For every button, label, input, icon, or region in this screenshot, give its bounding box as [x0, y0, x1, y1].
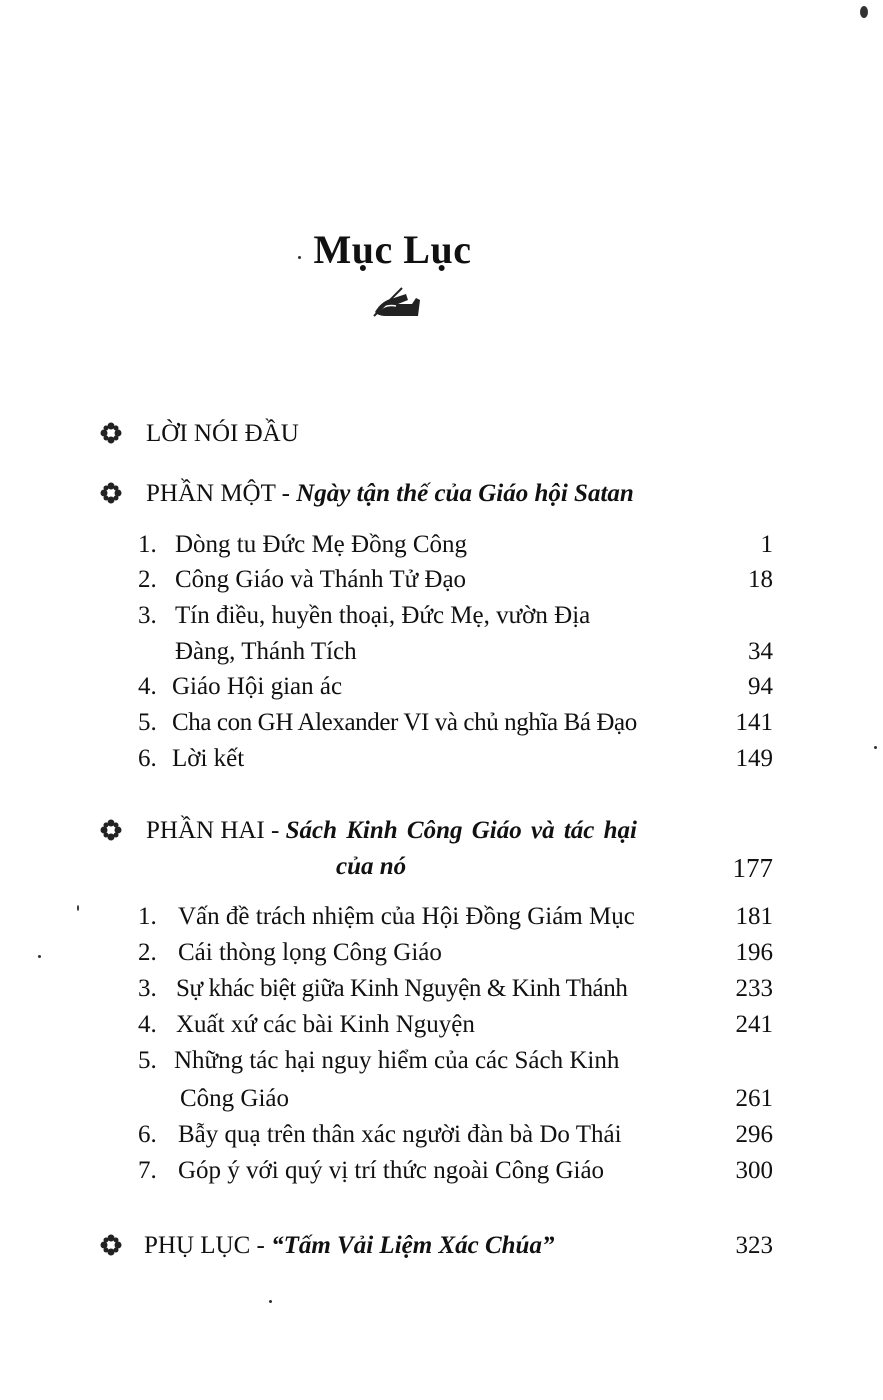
scan-speck — [860, 6, 868, 18]
section-page: 177 — [732, 853, 773, 883]
entry-title: Những tác hại nguy hiểm của các Sách Kinh — [174, 1047, 620, 1074]
section-label: PHẦN MỘT - — [146, 480, 297, 507]
entry-number: 2. — [138, 939, 157, 966]
entry-number: 5. — [138, 709, 157, 736]
entry-number: 2. — [138, 566, 157, 593]
entry-page: 149 — [735, 745, 773, 772]
entry-title: Xuất xứ các bài Kinh Nguyện — [176, 1011, 475, 1038]
entry-title: Công Giáo và Thánh Tử Đạo — [175, 566, 467, 593]
entry-page: 296 — [735, 1121, 773, 1148]
entry-number: 4. — [138, 1011, 157, 1038]
section-subtitle: Ngày tận thế của Giáo hội Satan — [296, 480, 634, 507]
scan-speck — [269, 1300, 272, 1303]
section-label: PHỤ LỤC - — [144, 1232, 272, 1259]
entry-title: Lời kết — [172, 745, 245, 772]
entry-number: 4. — [138, 673, 157, 700]
scan-speck — [38, 955, 41, 958]
entry-page: 261 — [735, 1085, 773, 1112]
section-subtitle: “Tấm Vải Liệm Xác Chúa” — [271, 1232, 555, 1259]
entry-title-continued: Đàng, Thánh Tích — [175, 638, 357, 665]
entry-title-continued: Công Giáo — [180, 1085, 290, 1112]
entry-page: 141 — [735, 709, 773, 736]
entry-number: 3. — [138, 602, 157, 629]
scan-speck — [874, 746, 877, 749]
entry-title: Dòng tu Đức Mẹ Đồng Công — [175, 531, 468, 558]
scan-speck — [298, 256, 301, 259]
toc-section-part1[interactable] — [100, 480, 634, 508]
entry-number: 6. — [138, 745, 157, 772]
entry-page: 18 — [748, 566, 773, 593]
entry-page: 196 — [735, 939, 773, 966]
entry-number: 3. — [138, 975, 157, 1002]
entry-title: Cha con GH Alexander VI và chủ nghĩa Bá Đạo — [172, 709, 637, 736]
entry-page: 241 — [735, 1011, 773, 1038]
entry-number: 7. — [138, 1157, 157, 1184]
entry-title: Sự khác biệt giữa Kinh Nguyện & Kinh Thánh — [176, 975, 628, 1002]
entry-page: 34 — [748, 638, 773, 665]
section-subtitle: Sách Kinh Công Giáo và tác hại — [285, 817, 637, 844]
entry-page: 181 — [735, 903, 773, 930]
entry-number: 1. — [138, 531, 157, 558]
entry-title: Giáo Hội gian ác — [172, 673, 343, 700]
page-title: Mục Lục — [313, 227, 472, 272]
section-label: PHẦN HAI - — [146, 817, 286, 844]
entry-page: 94 — [748, 673, 773, 700]
flower-bullet-icon — [100, 482, 122, 504]
flower-bullet-icon — [100, 819, 122, 841]
entry-number: 6. — [138, 1121, 157, 1148]
entry-title: Cái thòng lọng Công Giáo — [178, 939, 442, 966]
flower-bullet-icon — [100, 1234, 122, 1256]
toc-section-part2[interactable] — [100, 817, 637, 845]
entry-title: Vấn đề trách nhiệm của Hội Đồng Giám Mục — [178, 903, 635, 930]
section-label: LỜI NÓI ĐẦU — [146, 420, 299, 447]
entry-number: 1. — [138, 903, 157, 930]
section-subtitle-continued: của nó — [336, 853, 407, 880]
scan-speck — [77, 905, 79, 911]
entry-page: 233 — [735, 975, 773, 1002]
entry-title: Bẫy quạ trên thân xác người đàn bà Do Thái — [178, 1121, 622, 1148]
entry-page: 1 — [760, 531, 773, 558]
entry-number: 5. — [138, 1047, 157, 1074]
entry-title: Tín điều, huyền thoại, Đức Mẹ, vườn Địa — [175, 602, 591, 629]
toc-section-intro[interactable] — [100, 420, 299, 448]
section-page: 323 — [735, 1232, 773, 1259]
entry-page: 300 — [735, 1157, 773, 1184]
flower-bullet-icon — [100, 422, 122, 444]
writing-hand-icon — [372, 286, 422, 320]
entry-title: Góp ý với quý vị trí thức ngoài Công Giáo — [178, 1157, 605, 1184]
